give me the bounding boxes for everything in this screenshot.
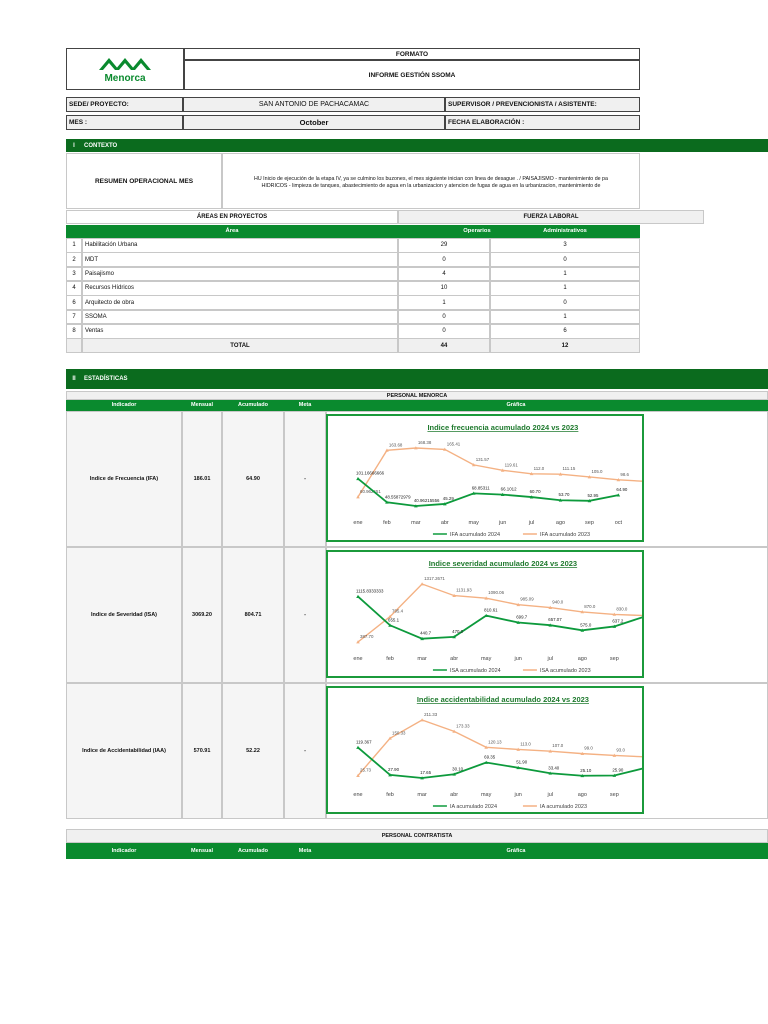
data-label: 168.38 <box>417 440 432 445</box>
data-label: 637.2 <box>612 618 624 624</box>
x-tick-label: mar <box>411 520 421 526</box>
indicator-mensual: 3069.20 <box>182 547 222 683</box>
data-label: 33.40 <box>548 765 560 771</box>
area-row-admin: 0 <box>490 252 640 267</box>
data-label: 25.73 <box>360 767 371 773</box>
area-row-name: Recursos Hídricos <box>82 281 398 296</box>
area-row-number: 4 <box>66 281 82 296</box>
data-label: 40.96215556 <box>413 498 440 503</box>
col-acumulado: Acumulado <box>238 402 268 408</box>
legend-label: IFA acumulado 2024 <box>449 532 501 538</box>
personal-contratista-title: PERSONAL CONTRATISTA <box>66 829 768 843</box>
data-label: 163.68 <box>388 442 403 448</box>
summary-line-1: HU Inicio de ejecución de la etapa IV, ya se culmino los buzones, el mes siguiente inician con linea de desague . / PAISAJISMO - mantenimiento de pa <box>254 176 608 182</box>
area-row-operarios: 10 <box>398 281 490 296</box>
chart-title: Indice severidad acumulado 2024 vs 2023 <box>428 559 578 568</box>
stats-col-header <box>66 400 768 411</box>
line-chart <box>328 416 644 542</box>
data-label: 98.6 <box>620 471 629 477</box>
areas-col-header <box>66 225 640 238</box>
col-grafica: Gráfica <box>506 402 526 408</box>
data-label: 69.35 <box>484 754 496 760</box>
data-label: 119.61 <box>504 462 518 468</box>
area-row-admin: 1 <box>490 281 640 296</box>
indicator-name: Indice de Accidentabilidad (IAA) <box>66 683 182 819</box>
site-value: SAN ANTONIO DE PACHACAMAC <box>183 97 445 112</box>
data-label: 470.0 <box>452 628 464 634</box>
x-tick-label: jun <box>498 520 507 526</box>
data-label: 51.90 <box>516 759 528 765</box>
data-label: 1090.06 <box>488 590 505 596</box>
area-row-operarios: 1 <box>398 295 490 310</box>
section-2-number: II <box>72 376 76 382</box>
data-point <box>356 746 360 749</box>
contratista-col-header <box>66 843 768 859</box>
area-total-operarios: 44 <box>398 338 490 353</box>
data-label: 131.57 <box>475 456 490 462</box>
x-tick-label: feb <box>386 656 394 662</box>
series-line <box>358 720 644 776</box>
data-label: 810.61 <box>484 607 498 613</box>
col-admin: Administrativos <box>543 228 587 234</box>
data-label: 173.33 <box>456 723 470 729</box>
data-label: 17.65 <box>420 770 432 775</box>
date-label: FECHA ELABORACIÓN : <box>445 115 640 130</box>
col-meta: Meta <box>298 402 312 408</box>
line-chart <box>328 688 644 814</box>
data-label: 66.1012 <box>500 486 517 492</box>
data-label: 830.0 <box>616 606 628 612</box>
data-label: 1115.8333333 <box>356 588 384 594</box>
indicator-meta: - <box>284 683 326 819</box>
area-row-name: Arquitecto de obra <box>82 295 398 310</box>
col-grafica-2: Gráfica <box>506 848 526 854</box>
data-label: 27.90 <box>388 766 400 772</box>
site-label: SEDE/ PROYECTO: <box>66 97 183 112</box>
indicator-name: Indice de Severidad (ISA) <box>66 547 182 683</box>
line-chart <box>328 552 644 678</box>
x-tick-label: jun <box>514 792 522 798</box>
month-value: October <box>183 115 445 130</box>
col-acumulado-2: Acumulado <box>238 848 268 854</box>
area-row-name: MDT <box>82 252 398 267</box>
area-row-operarios: 0 <box>398 310 490 325</box>
data-label: 68.85311 <box>471 485 490 491</box>
x-tick-label: mar <box>417 792 427 798</box>
area-row-operarios: 29 <box>398 238 490 253</box>
data-label: 440.7 <box>420 630 432 636</box>
x-tick-label: abr <box>440 520 449 526</box>
data-label: 101.16666666 <box>356 470 385 476</box>
area-row-number: 3 <box>66 267 82 282</box>
data-label: 112.0 <box>533 465 545 471</box>
data-label: 45.29 <box>442 495 454 501</box>
workforce-title: FUERZA LABORAL <box>398 210 704 224</box>
area-row-number: 8 <box>66 324 82 339</box>
logo-text: Menorca <box>104 73 146 84</box>
area-row-admin: 1 <box>490 310 640 325</box>
area-row-operarios: 0 <box>398 324 490 339</box>
x-tick-label: feb <box>383 520 391 526</box>
area-row-admin: 6 <box>490 324 640 339</box>
x-tick-label <box>643 520 644 526</box>
col-mensual: Mensual <box>190 402 213 408</box>
legend-label: IA acumulado 2023 <box>539 804 588 810</box>
legend-label: ISA acumulado 2023 <box>539 668 591 674</box>
area-row-number: 1 <box>66 238 82 253</box>
area-total-label: TOTAL <box>82 338 398 353</box>
data-label: 387.70 <box>360 634 374 639</box>
section-2-title: ESTADÍSTICAS <box>84 376 128 382</box>
x-tick-label: ago <box>577 792 587 798</box>
data-label: 940.0 <box>552 599 564 605</box>
indicator-chart <box>326 414 644 542</box>
indicator-acumulado: 52.22 <box>222 683 284 819</box>
data-point <box>356 477 360 480</box>
month-label: MES : <box>66 115 183 130</box>
report-title: INFORME GESTIÓN SSOMA <box>184 60 640 90</box>
x-tick-label: ene <box>353 792 363 798</box>
area-row-operarios: 4 <box>398 267 490 282</box>
x-tick-label: sep <box>609 792 619 798</box>
x-tick-label: sep <box>609 656 619 662</box>
data-label: 60.962651 <box>360 488 381 494</box>
area-row-name: Paisajismo <box>82 267 398 282</box>
indicator-mensual: 570.91 <box>182 683 222 819</box>
indicator-acumulado: 804.71 <box>222 547 284 683</box>
x-tick-label: jul <box>547 656 554 662</box>
data-label: 120.13 <box>488 739 502 745</box>
indicator-chart <box>326 686 644 814</box>
x-tick-label: mar <box>417 656 427 662</box>
indicator-mensual: 186.01 <box>182 411 222 547</box>
logo-cell <box>66 48 184 90</box>
x-tick-label: sep <box>585 520 594 526</box>
section-1-header <box>66 139 768 152</box>
series-line <box>358 597 644 639</box>
x-tick-label: ago <box>577 656 587 662</box>
summary-line-2: HIDRICOS - limpieza de tanques, abastecimiento de agua en la urbanizacion y atencion de fugas de agua en la urbanizacion, mantenimiento de <box>261 183 601 189</box>
summary-text <box>222 153 640 209</box>
area-total-spacer <box>66 338 82 353</box>
data-label: 64.90 <box>616 487 628 493</box>
section-1-number: I <box>73 142 75 149</box>
data-label: 657.07 <box>548 617 562 623</box>
section-1-title: CONTEXTO <box>84 142 118 149</box>
data-label: 165.41 <box>446 441 461 447</box>
supervisor-label: SUPERVISOR / PREVENCIONISTA / ASISTENTE: <box>445 97 640 112</box>
data-label: 107.0 <box>552 743 564 749</box>
x-tick-label: jul <box>547 792 554 798</box>
area-row-admin: 1 <box>490 267 640 282</box>
chart-title: Indice frecuencia acumulado 2024 vs 2023 <box>427 423 579 432</box>
indicator-meta: - <box>284 547 326 683</box>
area-row-number: 6 <box>66 295 82 310</box>
data-point <box>356 595 360 598</box>
area-row-name: Habilitación Urbana <box>82 238 398 253</box>
x-tick-label: ene <box>353 656 363 662</box>
area-total-admin: 12 <box>490 338 640 353</box>
x-tick-label: abr <box>450 656 459 662</box>
data-label: 30.10 <box>452 766 464 772</box>
data-label: 53.70 <box>558 492 570 498</box>
area-row-number: 2 <box>66 252 82 267</box>
menorca-logo-icon <box>95 54 155 72</box>
col-operarios: Operarios <box>463 228 491 234</box>
indicator-meta: - <box>284 411 326 547</box>
data-label: 575.0 <box>580 622 592 628</box>
data-label: 113.0 <box>520 741 531 747</box>
area-row-admin: 3 <box>490 238 640 253</box>
col-mensual-2: Mensual <box>190 848 213 854</box>
area-row-number: 7 <box>66 310 82 325</box>
data-label: 119.367 <box>356 739 372 745</box>
legend-label: IFA acumulado 2023 <box>539 532 591 538</box>
x-tick-label: oct <box>614 520 623 526</box>
data-label: 699.7 <box>516 614 528 620</box>
data-label: 105.0 <box>591 468 603 474</box>
indicator-name: Indice de Frecuencia (IFA) <box>66 411 182 547</box>
section-2-header <box>66 369 768 389</box>
personal-menorca-title: PERSONAL MENORCA <box>66 391 768 400</box>
summary-label: RESUMEN OPERACIONAL MES <box>66 153 222 209</box>
data-label: 25.90 <box>612 767 624 773</box>
col-area: Área <box>225 228 239 234</box>
areas-title: ÁREAS EN PROYECTOS <box>66 210 398 224</box>
series-line <box>358 479 618 506</box>
x-tick-label <box>643 656 644 662</box>
data-label: 60.70 <box>529 489 541 495</box>
x-tick-label: may <box>468 520 479 526</box>
data-label: 655.1 <box>388 617 400 623</box>
data-label: 795.4 <box>392 608 404 614</box>
x-tick-label: jul <box>528 520 535 526</box>
x-tick-label <box>643 792 644 798</box>
data-label: 150.33 <box>392 730 406 736</box>
legend-label: ISA acumulado 2024 <box>449 668 501 674</box>
area-row-name: Ventas <box>82 324 398 339</box>
data-label: 985.09 <box>520 596 534 602</box>
x-tick-label: abr <box>450 792 459 798</box>
data-label: 48.55872979 <box>384 494 411 500</box>
indicator-chart <box>326 550 644 678</box>
area-row-admin: 0 <box>490 295 640 310</box>
x-tick-label: feb <box>386 792 394 798</box>
col-indicador: Indicador <box>111 402 137 408</box>
data-label: 25.10 <box>580 767 592 773</box>
data-label: 1131.93 <box>456 587 472 593</box>
data-label: 93.0 <box>616 747 625 753</box>
col-indicador-2: Indicador <box>111 848 137 854</box>
chart-title: Indice accidentabilidad acumulado 2024 vs 2023 <box>416 695 589 704</box>
area-row-operarios: 0 <box>398 252 490 267</box>
x-tick-label: jun <box>514 656 522 662</box>
data-label: 211.33 <box>424 712 438 717</box>
x-tick-label: may <box>480 792 492 798</box>
data-label: 52.95 <box>587 492 599 498</box>
legend-label: IA acumulado 2024 <box>449 804 498 810</box>
col-meta-2: Meta <box>298 848 312 854</box>
area-row-name: SSOMA <box>82 310 398 325</box>
x-tick-label: ene <box>353 520 363 526</box>
format-label: FORMATO <box>184 48 640 60</box>
indicator-acumulado: 64.90 <box>222 411 284 547</box>
x-tick-label: may <box>480 656 492 662</box>
data-label: 1317.2671 <box>424 576 445 581</box>
data-label: 111.15 <box>562 466 576 472</box>
x-tick-label: ago <box>555 520 566 526</box>
data-label: 870.0 <box>584 603 596 609</box>
data-label: 99.0 <box>584 745 593 751</box>
